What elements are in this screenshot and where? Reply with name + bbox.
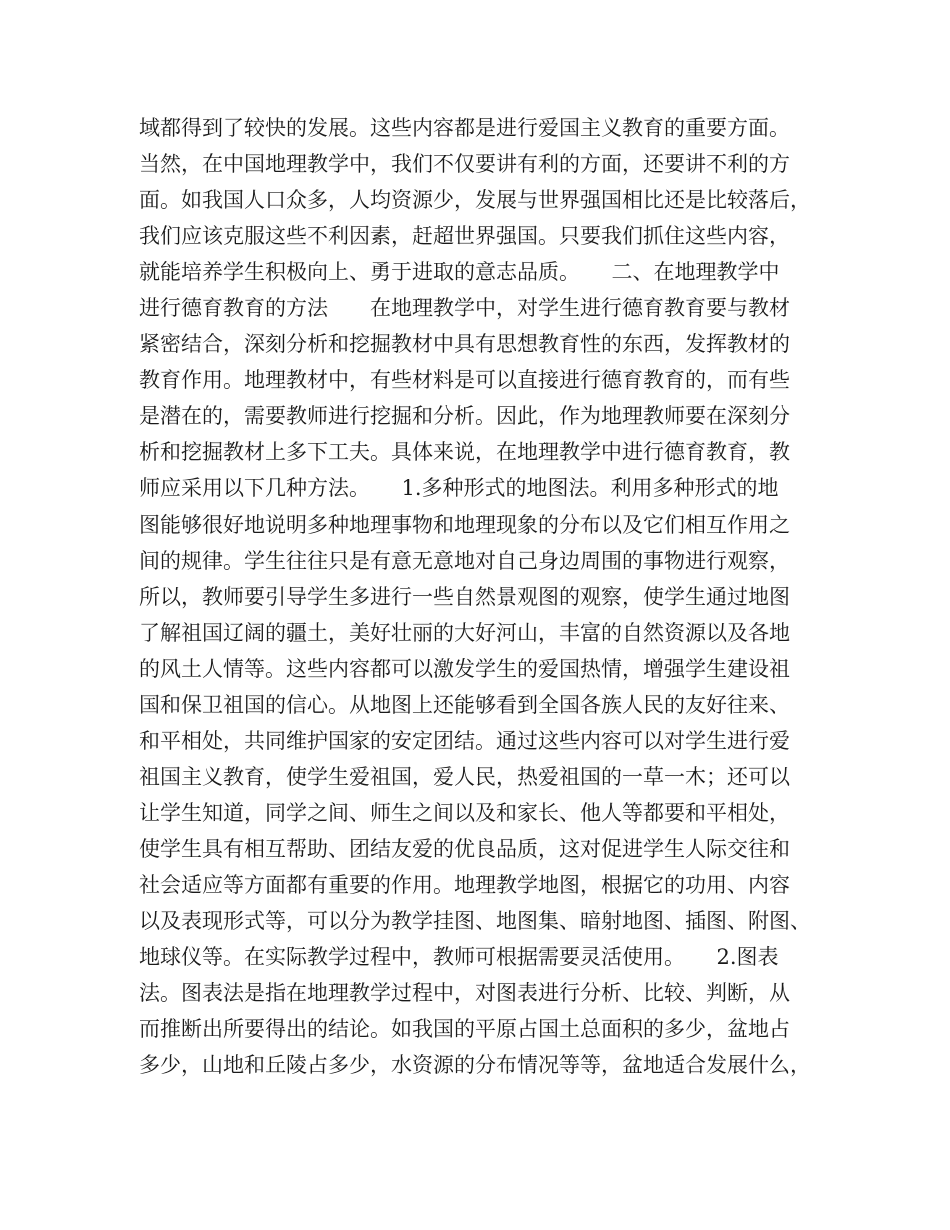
text-line: 所以，教师要引导学生多进行一些自然景观图的观察，使学生通过地图 — [139, 584, 790, 609]
text-line: 间的规律。学生往往只是有意无意地对自己身边周围的事物进行观察， — [139, 548, 790, 573]
text-line: 析和挖掘教材上多下工夫。具体来说，在地理教学中进行德育教育，教 — [139, 440, 790, 465]
text-line: 的风土人情等。这些内容都可以激发学生的爱国热情，增强学生建设祖 — [139, 656, 790, 681]
text-line: 域都得到了较快的发展。这些内容都是进行爱国主义教育的重要方面。 — [139, 116, 790, 140]
text-line: 让学生知道，同学之间、师生之间以及和家长、他人等都要和平相处， — [139, 800, 790, 825]
text-line: 法。图表法是指在地理教学过程中，对图表进行分析、比较、判断，从 — [139, 981, 790, 1006]
text-line: 多少，山地和丘陵占多少，水资源的分布情况等等，盆地适合发展什么， — [139, 1053, 811, 1078]
text-line: 当然，在中国地理教学中，我们不仅要讲有利的方面，还要讲不利的方 — [139, 152, 790, 177]
text-line: 以及表现形式等，可以分为教学挂图、地图集、暗射地图、插图、附图、 — [139, 909, 811, 934]
text-line: 而推断出所要得出的结论。如我国的平原占国土总面积的多少，盆地占 — [139, 1017, 790, 1042]
text-line: 使学生具有相互帮助、团结友爱的优良品质，这对促进学生人际交往和 — [139, 836, 790, 861]
body-text — [139, 110, 829, 1083]
text-line: 国和保卫祖国的信心。从地图上还能够看到全国各族人民的友好往来、 — [139, 692, 790, 717]
text-line: 进行德育教育的方法 在地理教学中，对学生进行德育教育要与教材 — [139, 296, 790, 321]
text-line: 教育作用。地理教材中，有些材料是可以直接进行德育教育的，而有些 — [139, 368, 790, 393]
text-line: 紧密结合，深刻分析和挖掘教材中具有思想教育性的东西，发挥教材的 — [139, 332, 790, 357]
text-line: 面。如我国人口众多，人均资源少，发展与世界强国相比还是比较落后， — [139, 188, 811, 213]
text-line: 祖国主义教育，使学生爱祖国，爱人民，热爱祖国的一草一木；还可以 — [139, 764, 790, 789]
text-line: 图能够很好地说明多种地理事物和地理现象的分布以及它们相互作用之 — [139, 512, 790, 537]
text-line: 地球仪等。在实际教学过程中，教师可根据需要灵活使用。 2.图表 — [139, 945, 779, 970]
text-line: 和平相处，共同维护国家的安定团结。通过这些内容可以对学生进行爱 — [139, 728, 790, 753]
text-line: 我们应该克服这些不利因素，赶超世界强国。只要我们抓住这些内容， — [139, 224, 790, 249]
text-line: 了解祖国辽阔的疆土，美好壮丽的大好河山，丰富的自然资源以及各地 — [139, 620, 790, 645]
text-line: 社会适应等方面都有重要的作用。地理教学地图，根据它的功用、内容 — [139, 872, 790, 897]
text-line: 师应采用以下几种方法。 1.多种形式的地图法。利用多种形式的地 — [139, 476, 779, 501]
text-line: 是潜在的，需要教师进行挖掘和分析。因此，作为地理教师要在深刻分 — [139, 404, 790, 429]
text-line: 就能培养学生积极向上、勇于进取的意志品质。 二、在地理教学中 — [139, 260, 780, 285]
